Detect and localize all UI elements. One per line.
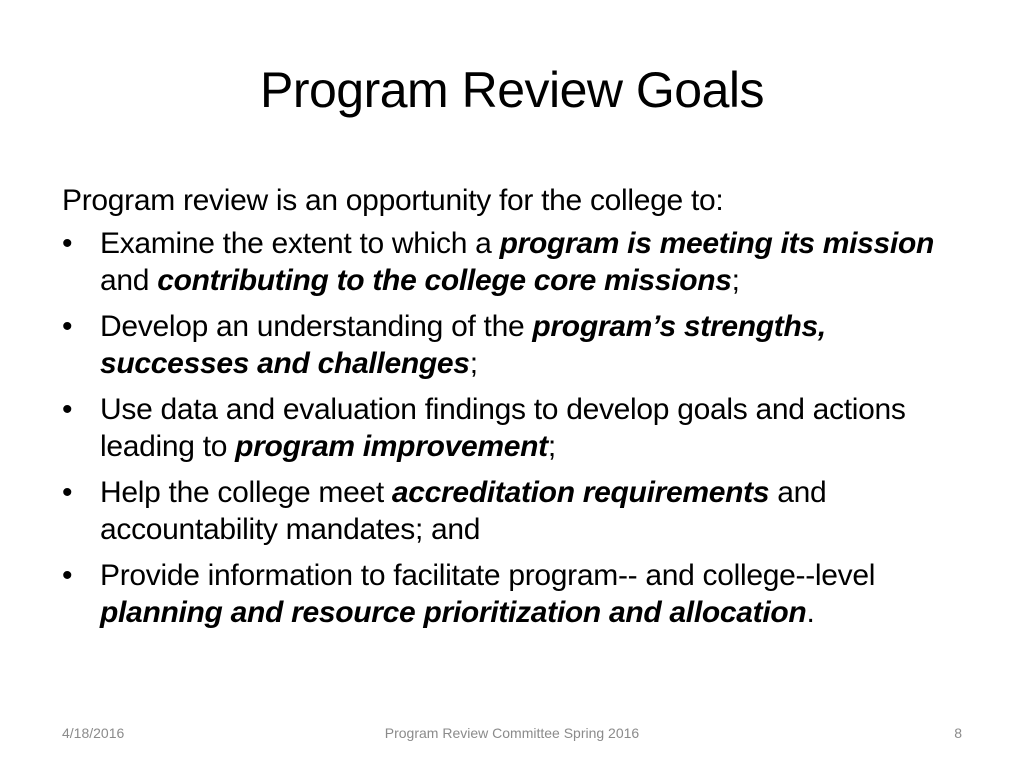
bullet-text: Examine the extent to which a	[100, 227, 500, 260]
bullet-icon: •	[62, 476, 73, 509]
bullet-emphasis: contributing to the college core missions	[157, 264, 732, 297]
bullet-text: .	[806, 596, 815, 629]
bullet-item	[62, 474, 972, 548]
bullet-icon: •	[62, 310, 73, 343]
slide-number: 8	[954, 725, 962, 741]
bullet-item	[62, 225, 972, 299]
bullet-text: and accountability mandates; and	[100, 476, 827, 546]
bullet-item	[62, 308, 972, 382]
bullet-icon: •	[62, 393, 73, 426]
bullet-emphasis: program’s strengths, successes and challenges	[100, 310, 826, 380]
slide-content	[62, 182, 972, 640]
bullet-text: and	[100, 264, 158, 297]
bullet-emphasis: planning and resource prioritization and allocation	[100, 596, 807, 629]
bullet-emphasis: program is meeting its mission	[499, 227, 935, 260]
bullet-text: Provide information to facilitate program-- and college--level	[100, 559, 876, 592]
bullet-item	[62, 557, 972, 631]
bullet-item	[62, 391, 972, 465]
bullet-emphasis: accreditation requirements	[391, 476, 770, 509]
footer-text: Program Review Committee Spring 2016	[384, 725, 640, 741]
bullet-icon: •	[62, 227, 73, 260]
bullet-text: Help the college meet	[100, 476, 392, 509]
bullet-text: ;	[731, 264, 740, 297]
bullet-text: ;	[469, 347, 478, 380]
bullet-text: Develop an understanding of the	[100, 310, 533, 343]
slide-title: Program Review Goals	[259, 62, 765, 118]
footer-date: 4/18/2016	[62, 725, 125, 741]
bullet-text: Use data and evaluation findings to develop goals and actions leading to	[100, 393, 906, 463]
intro-text: Program review is an opportunity for the college to:	[62, 184, 724, 217]
bullet-list	[62, 225, 972, 631]
bullet-icon: •	[62, 559, 73, 592]
bullet-emphasis: program improvement	[235, 430, 548, 463]
bullet-text: ;	[547, 430, 556, 463]
